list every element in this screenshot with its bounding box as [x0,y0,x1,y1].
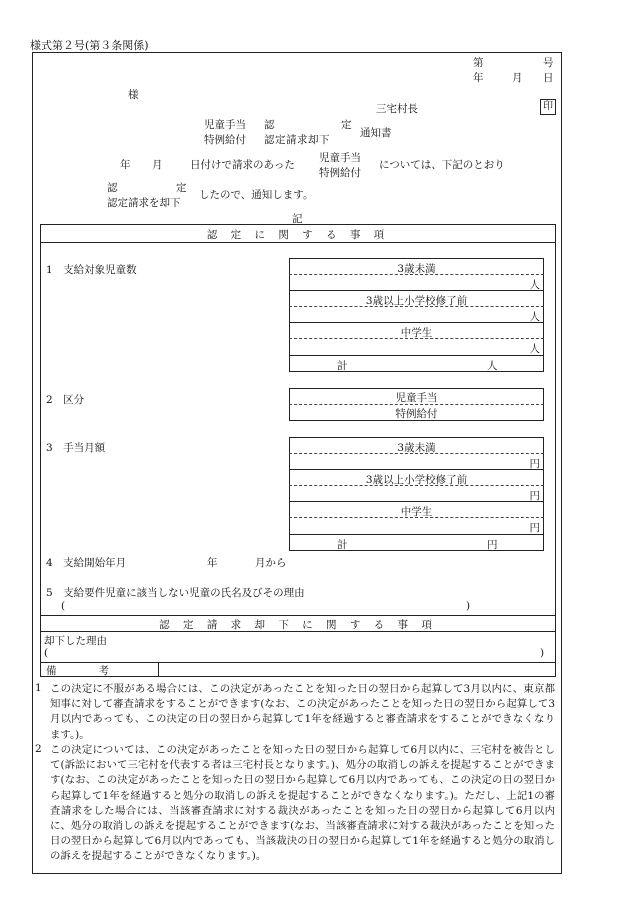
amount-dash-2 [289,485,544,486]
count-mid-unit: 人 [529,311,540,323]
biko-divider [158,662,159,677]
addressee-suffix: 様 [128,89,139,101]
body-notified: したので、通知します。 [199,189,314,201]
date-day: 日 [543,72,554,84]
form-label: 様式第２号(第３条関係) [30,39,149,52]
amount-line-1 [289,469,544,470]
amount-mid: 3歳以上小学校修了前 [365,474,468,486]
amount-total: 計 [337,539,348,551]
note1-number: 1 [35,682,42,694]
body-tei: 定 [176,182,187,194]
count-total: 計 [337,360,348,372]
body-year: 年 [120,159,131,171]
rejection-paren-close: ) [540,647,545,659]
note2-text: この決定については、この決定があったことを知った日の翌日から起算して6月以内に、三宅村を被告として(訴訟において三宅村を代表する者は三宅村長となります。)、処分の取消しの訴えを提起することができます(なお、この決定があったことを知った日の翌日から起算して6月以内であっても、この決定の日の翌日から起算して1年を経過すると処分の取消しの訴えを提起することができなくなります。)。ただし、上記1の審査請求をした場合には、当該審査請求に対する裁決があったことを知った日の翌日から起算して6月以内に、処分の取消しの訴えを提起することができます(なお、当該審査請求に対する裁決があったことを知った日の翌日から起算して6月以内であっても、当該裁決の日の翌日から起算して1年を経過すると処分の取消しの訴えを提起することができなくなります。)。 [50,744,555,863]
rejection-reason-label: 却下した理由 [44,635,107,647]
count-jhs-unit: 人 [529,343,540,355]
seal-mark: 印 [540,99,556,115]
amount-line-3 [289,534,544,535]
item4-label: 4 支給開始年月 [46,557,127,569]
body-kyakka: 認定請求を却下 [107,197,181,209]
body-jido: 児童手当 [319,152,361,164]
kubun-tokurei: 特例給付 [395,408,438,420]
item5-label: 5 支給要件児童に該当しない児童の氏名及びその理由 [46,587,305,599]
item4-month: 月から [255,557,287,569]
amount-under3-unit: 円 [529,458,540,470]
count-under3: 3歳未満 [397,263,436,275]
section1-divider [40,242,556,243]
title-tei: 定 [341,119,352,131]
section2-divider [40,631,556,632]
body-month: 月 [152,159,163,171]
amount-under3: 3歳未満 [397,442,436,454]
title-notice: 通知書 [360,127,392,139]
count-jhs: 中学生 [400,327,433,339]
item5-paren-open: ( [61,600,66,612]
body-tokurei: 特例給付 [319,167,361,179]
item3-label: 3 手当月額 [46,442,106,454]
title-nin: 認 [264,119,275,131]
amount-line-2 [289,501,544,502]
item4-year: 年 [207,557,218,569]
biko-label: 備 考 [46,665,109,677]
body-about: については、下記のとおり [379,159,505,171]
count-dash-3 [289,338,544,339]
note1-text: この決定に不服がある場合には、この決定があったことを知った日の翌日から起算して3月以内に、東京都知事に対して審査請求をすることができます(なお、この決定があったことを知った日の翌日から起算して3月以内であっても、この決定の日の翌日から起算して1年を経過すると審査請求をすることができなくなります。)。 [50,683,555,741]
number-go: 号 [543,57,554,69]
section1-header: 認 定 に 関 す る 事 項 [206,229,390,241]
ki-label: 記 [292,213,303,225]
count-total-unit: 人 [487,360,498,372]
item1-label: 1 支給対象児童数 [46,264,137,276]
biko-top-line [40,662,556,663]
count-line-3 [289,355,544,356]
item2-label: 2 区分 [46,394,85,406]
count-dash-2 [289,306,544,307]
count-under3-unit: 人 [529,279,540,291]
date-year: 年 [473,72,484,84]
body-nin: 認 [107,182,118,194]
count-line-1 [289,290,544,291]
kubun-dash [289,404,544,405]
rejection-paren-open: ( [44,647,49,659]
amount-dash-3 [289,517,544,518]
count-line-2 [289,322,544,323]
title-seikyu-kyakka: 認定請求却下 [264,134,330,146]
number-dai: 第 [473,57,484,69]
kubun-jido: 児童手当 [395,392,438,404]
count-mid: 3歳以上小学校修了前 [365,295,468,307]
amount-mid-unit: 円 [529,490,540,502]
date-month: 月 [512,72,523,84]
section2-header: 認 定 請 求 却 下 に 関 す る 事 項 [159,619,437,631]
amount-dash-1 [289,453,544,454]
issuer-name: 三宅村長 [376,103,418,115]
amount-total-unit: 円 [487,539,498,551]
section2-top-line [40,615,556,616]
amount-jhs: 中学生 [400,506,433,518]
title-jido: 児童手当 [204,119,246,131]
title-tokurei: 特例給付 [204,134,246,146]
body-date-phrase: 日付けで請求のあった [190,159,295,171]
item5-paren-close: ) [466,600,471,612]
note2-number: 2 [35,743,42,755]
amount-jhs-unit: 円 [529,522,540,534]
count-dash-1 [289,274,544,275]
